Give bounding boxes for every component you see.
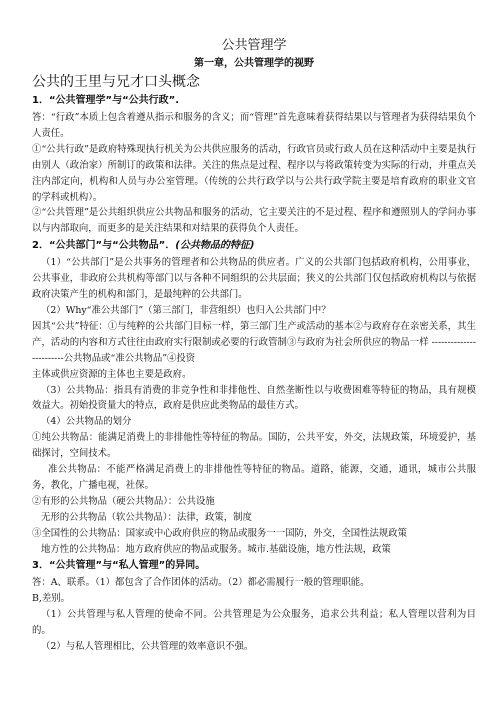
section-2-paragraph: ①纯公共物品：能满足消费上的非排他性等特征的物品。国防，公共平安，外交，法规政策，环境爱护，基础探讨，空间技术。 (32, 432, 476, 460)
section-2-paragraph: （3）公共物品：指具有消费的非竞争性和非排他性、自然垄断性以与收费困难等特征的物品，具有规模效益大。初始投资量大的特点，政府是供应此类物品的最佳方式。 (32, 384, 476, 412)
section-1-paragraph: 答：“行政”本质上包含着遵从指示和服务的含义；而“管理”首先意味着获得结果以与管理者为获得结果负个人责任。 (32, 112, 476, 139)
document-title: 公共管理学 (221, 38, 287, 53)
section-3-paragraph: （2）与私人管理相比，公共管理的效率意识不强。 (41, 641, 254, 653)
section-1-heading (32, 92, 476, 110)
section-2-paragraph: 无形的公共物品（软公共物品）：法律，政策，制度 (41, 511, 252, 523)
section-3-paragraph: 答：A、联系。（1）都包含了合作团体的活动。（2）都必需履行一般的管理职能。 (32, 577, 370, 589)
section-2-note: (公共物品的特征) (175, 240, 255, 252)
section-2-paragraph: 主体或供应资源的主体也主要是政府。 (32, 368, 192, 380)
section-2-paragraph: 因其“公共”特征：①与纯粹的公共部门目标一样，第三部门生产或活动的基本②与政府存在亲密关系，其生产，活动的内容和方式往往由政府实行限制或必要的行政管制③与政府为社会所供应的物品一样 ------------------------公共物品或“准公共物品”④投资 (32, 320, 476, 364)
section-1-paragraph: ②“公共管理”是公共组织供应公共物品和服务的活动，它主要关注的不是过程、程序和遵照别人的学问办事以与内部取向，而更多的是关注结果和对结果的获得负个人责任。 (32, 207, 476, 235)
section-2-paragraph: ②有形的公共物品（硬公共物品）：公共设施 (32, 495, 215, 507)
section-3-paragraph: （1）公共管理与私人管理的使命不同。公共管理是为公众服务，追求公共利益；私人管理以营利为目的。 (32, 609, 476, 637)
section-2-paragraph: （2）Why“准公共部门”（第三部门，非营组织）也归入公共部门中？ (41, 304, 331, 316)
section-3-title: 3．“公共管理”与“私人管理”的异同。 (32, 560, 206, 572)
section-2-heading (32, 237, 476, 255)
section-2-paragraph: （1）“公共部门”是公共事务的管理者和公共物品的供应者。广义的公共部门包括政府机构，公用事业，公共事业，非政府公共机构等部门以与各种不同组织的公共层面；狭义的公共部门仅包括政府机构以与依据政府决策产生的机构和部门，是最纯粹的公共部门。 (32, 257, 476, 301)
section-1-paragraph: ①“公共行政”是政府特殊现执行机关为公共供应服务的活动，行政官员或行政人员在这种活动中主要是执行由别人（政治家）所制订的政策和法律。关注的焦点是过程、程序以与将政策转变为实际的行动，并重点关注内部定向，机构和人员与办公室管理。（传统的公共行政学以与公共行政学院主要是培育政府的职业文官的学科或机构）。 (32, 143, 476, 203)
document-page (32, 38, 476, 655)
section-2-paragraph: 地方性的公共物品：地方政府供应的物品或服务。城市.基础设施，地方性法规，政策 (41, 543, 391, 555)
section-2-paragraph: 准公共物品：不能严格满足消费上的非排他性等特征的物品。道路，能源，交通，通讯，城市公共服务，教化，广播电视，社保。 (32, 464, 476, 491)
concept-heading: 公共的王里与兄才口头概念 (32, 74, 200, 90)
section-3-heading (32, 557, 476, 575)
section-2-paragraph: ③全国性的公共物品：国家或中心政府供应的物品或服务一一国防，外交，全国性法规政策 (32, 527, 408, 539)
section-1-title: 1．“公共管理学”与“公共行政”. (32, 95, 180, 106)
section-3-paragraph: B,差别。 (32, 593, 70, 605)
section-2-paragraph: （4）公共物品的划分 (41, 416, 132, 428)
chapter-title: 第一章，公共管理学的视野 (194, 58, 314, 69)
section-2-title: 2．“公共部门”与“公共物品”． (32, 240, 176, 252)
